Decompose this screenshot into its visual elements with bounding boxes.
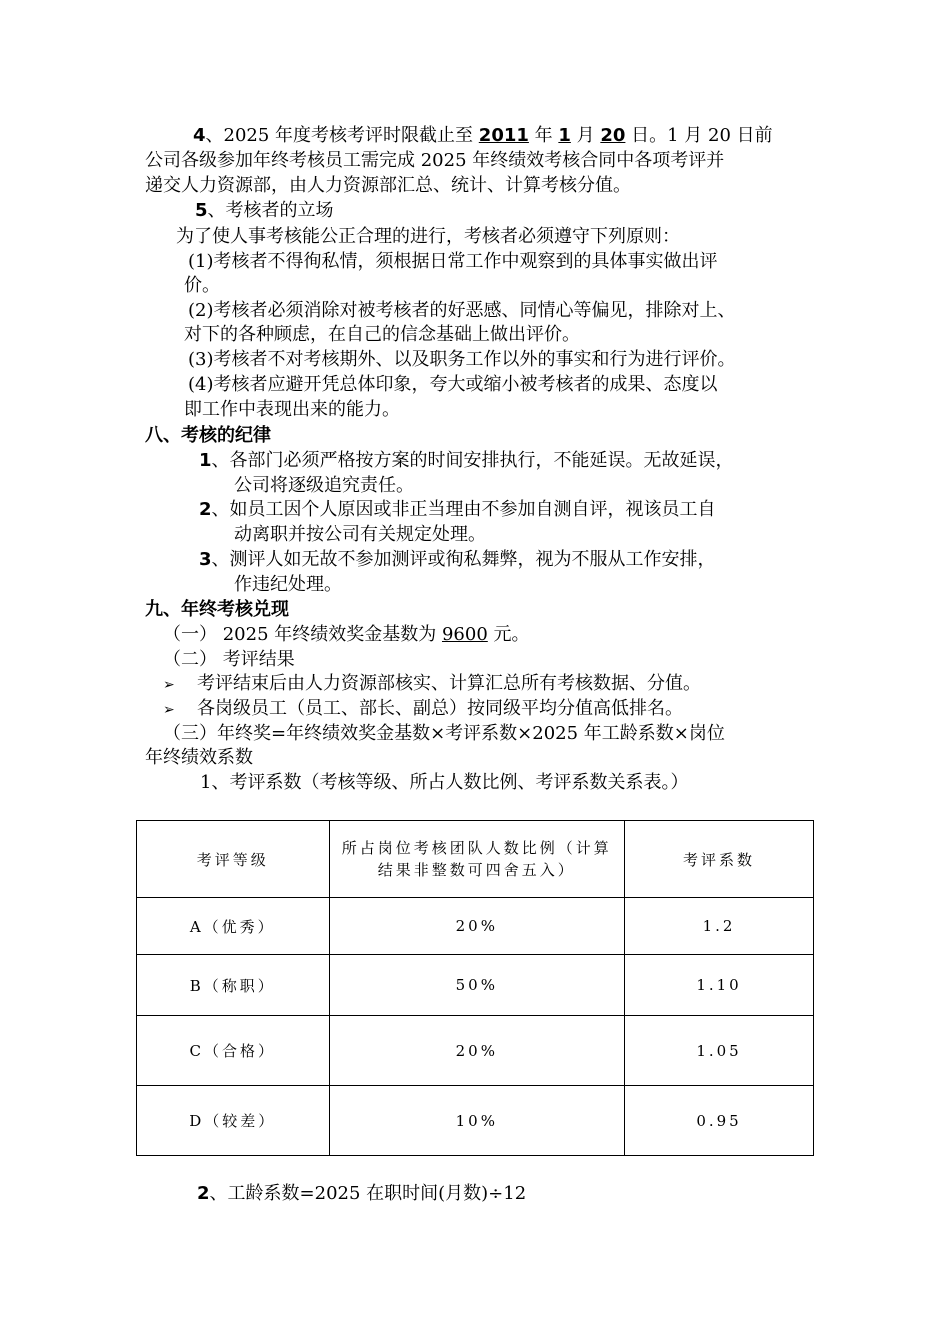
principle-2-line1: (2)考核者必须消除对被考核者的好恶感、同情心等偏见，排除对上、 (188, 300, 736, 321)
bonus-base-unit: 元。 (487, 624, 530, 645)
section8-heading: 八、考核的纪律 (145, 425, 271, 446)
formula-line2: 年终绩效系数 (145, 747, 253, 768)
table-header-cell: 所占岗位考核团队人数比例（计算结果非整数可四舍五入） (329, 821, 625, 898)
item4-text-b: 年 (528, 125, 559, 146)
table-cell-grade: B（称职） (137, 955, 330, 1016)
table-cell-grade: D（较差） (137, 1086, 330, 1156)
rule3-text: 、测评人如无故不参加测评或徇私舞弊，视为不服从工作安排， (211, 549, 716, 570)
bullet-item-1 (163, 673, 701, 696)
rule1-number: 1 (199, 450, 212, 471)
item4-line2: 公司各级参加年终考核员工需完成 2025 年终绩效考核合同中各项考评并 (145, 150, 725, 171)
principles-intro: 为了使人事考核能公正合理的进行，考核者必须遵守下列原则： (176, 226, 680, 247)
table-cell-grade: C（合格） (137, 1016, 330, 1086)
principle-1-line2: 价。 (184, 275, 220, 296)
item4-line3: 递交人力资源部，由人力资源部汇总、统计、计算考核分值。 (145, 175, 631, 196)
rule3-number: 3 (199, 549, 212, 570)
rule2-text: 、如员工因个人原因或非正当理由不参加自测自评，视该员工自 (211, 499, 716, 520)
table-header-cell: 考评等级 (137, 821, 330, 898)
results-subheading: （二） 考评结果 (163, 649, 295, 670)
coefficient-item-1: 1、考评系数（考核等级、所占人数比例、考评系数关系表。） (200, 772, 689, 793)
item4-line1 (193, 125, 773, 147)
table-row (137, 898, 814, 955)
item5-heading (195, 200, 334, 222)
arrow-bullet-icon: ➢ (163, 677, 175, 693)
table-cell-ratio: 50% (329, 955, 625, 1016)
bullet-item-1-text: 考评结束后由人力资源部核实、计算汇总所有考核数据、分值。 (197, 673, 701, 694)
principle-4-line2: 即工作中表现出来的能力。 (184, 399, 400, 420)
bonus-base-line (163, 624, 530, 646)
table-cell-grade: A（优秀） (137, 898, 330, 955)
principle-1-line1: (1)考核者不得徇私情，须根据日常工作中观察到的具体事实做出评 (188, 251, 718, 272)
bonus-base-text: （一） 2025 年终绩效奖金基数为 (163, 624, 442, 645)
table-row (137, 955, 814, 1016)
table-cell-coefficient: 0.95 (625, 1086, 814, 1156)
rule2-number: 2 (199, 499, 212, 520)
bonus-base-amount: 9600 (441, 624, 488, 645)
coefficient-item-2 (197, 1183, 526, 1205)
rule1-text: 、各部门必须严格按方案的时间安排执行，不能延误。无故延误， (211, 450, 734, 471)
rule2-line1 (199, 499, 716, 521)
rule3-line1 (199, 549, 716, 571)
deadline-month: 1 (558, 125, 571, 146)
deadline-day: 20 (600, 125, 626, 146)
rule3-line2: 作违纪处理。 (234, 574, 342, 595)
item5-number: 5 (195, 200, 208, 221)
table-cell-coefficient: 1.2 (625, 898, 814, 955)
table-cell-ratio: 20% (329, 1016, 625, 1086)
deadline-year: 2011 (478, 125, 529, 146)
section9-heading: 九、年终考核兑现 (145, 599, 289, 620)
table-header-row (137, 821, 814, 898)
table-cell-coefficient: 1.10 (625, 955, 814, 1016)
formula-line1: （三）年终奖=年终绩效奖金基数×考评系数×2025 年工龄系数×岗位 (163, 723, 725, 744)
rule2-line2: 动离职并按公司有关规定处理。 (234, 524, 486, 545)
table-cell-ratio: 20% (329, 898, 625, 955)
rule1-line1 (199, 450, 734, 472)
item2-text: 、工龄系数=2025 在职时间(月数)÷12 (209, 1183, 527, 1204)
item4-text-c: 月 (570, 125, 601, 146)
item4-text-d: 日。1 月 20 日前 (625, 125, 773, 146)
table-row (137, 1086, 814, 1156)
item2-number: 2 (197, 1183, 210, 1204)
item5-title: 、考核者的立场 (207, 200, 334, 221)
principle-3: (3)考核者不对考核期外、以及职务工作以外的事实和行为进行评价。 (188, 349, 736, 370)
rule1-line2: 公司将逐级追究责任。 (234, 475, 414, 496)
table-row (137, 1016, 814, 1086)
arrow-bullet-icon: ➢ (163, 702, 175, 718)
bullet-item-2 (163, 698, 683, 721)
table-header-cell: 考评系数 (625, 821, 814, 898)
bullet-item-2-text: 各岗级员工（员工、部长、副总）按同级平均分值高低排名。 (197, 698, 683, 719)
coefficient-table (136, 820, 814, 1156)
item4-text-a: 、2025 年度考核考评时限截止至 (205, 125, 479, 146)
principle-2-line2: 对下的各种顾虑，在自己的信念基础上做出评价。 (184, 324, 580, 345)
item4-number: 4 (193, 125, 206, 146)
principle-4-line1: (4)考核者应避开凭总体印象，夸大或缩小被考核者的成果、态度以 (188, 374, 718, 395)
table-cell-coefficient: 1.05 (625, 1016, 814, 1086)
table-cell-ratio: 10% (329, 1086, 625, 1156)
